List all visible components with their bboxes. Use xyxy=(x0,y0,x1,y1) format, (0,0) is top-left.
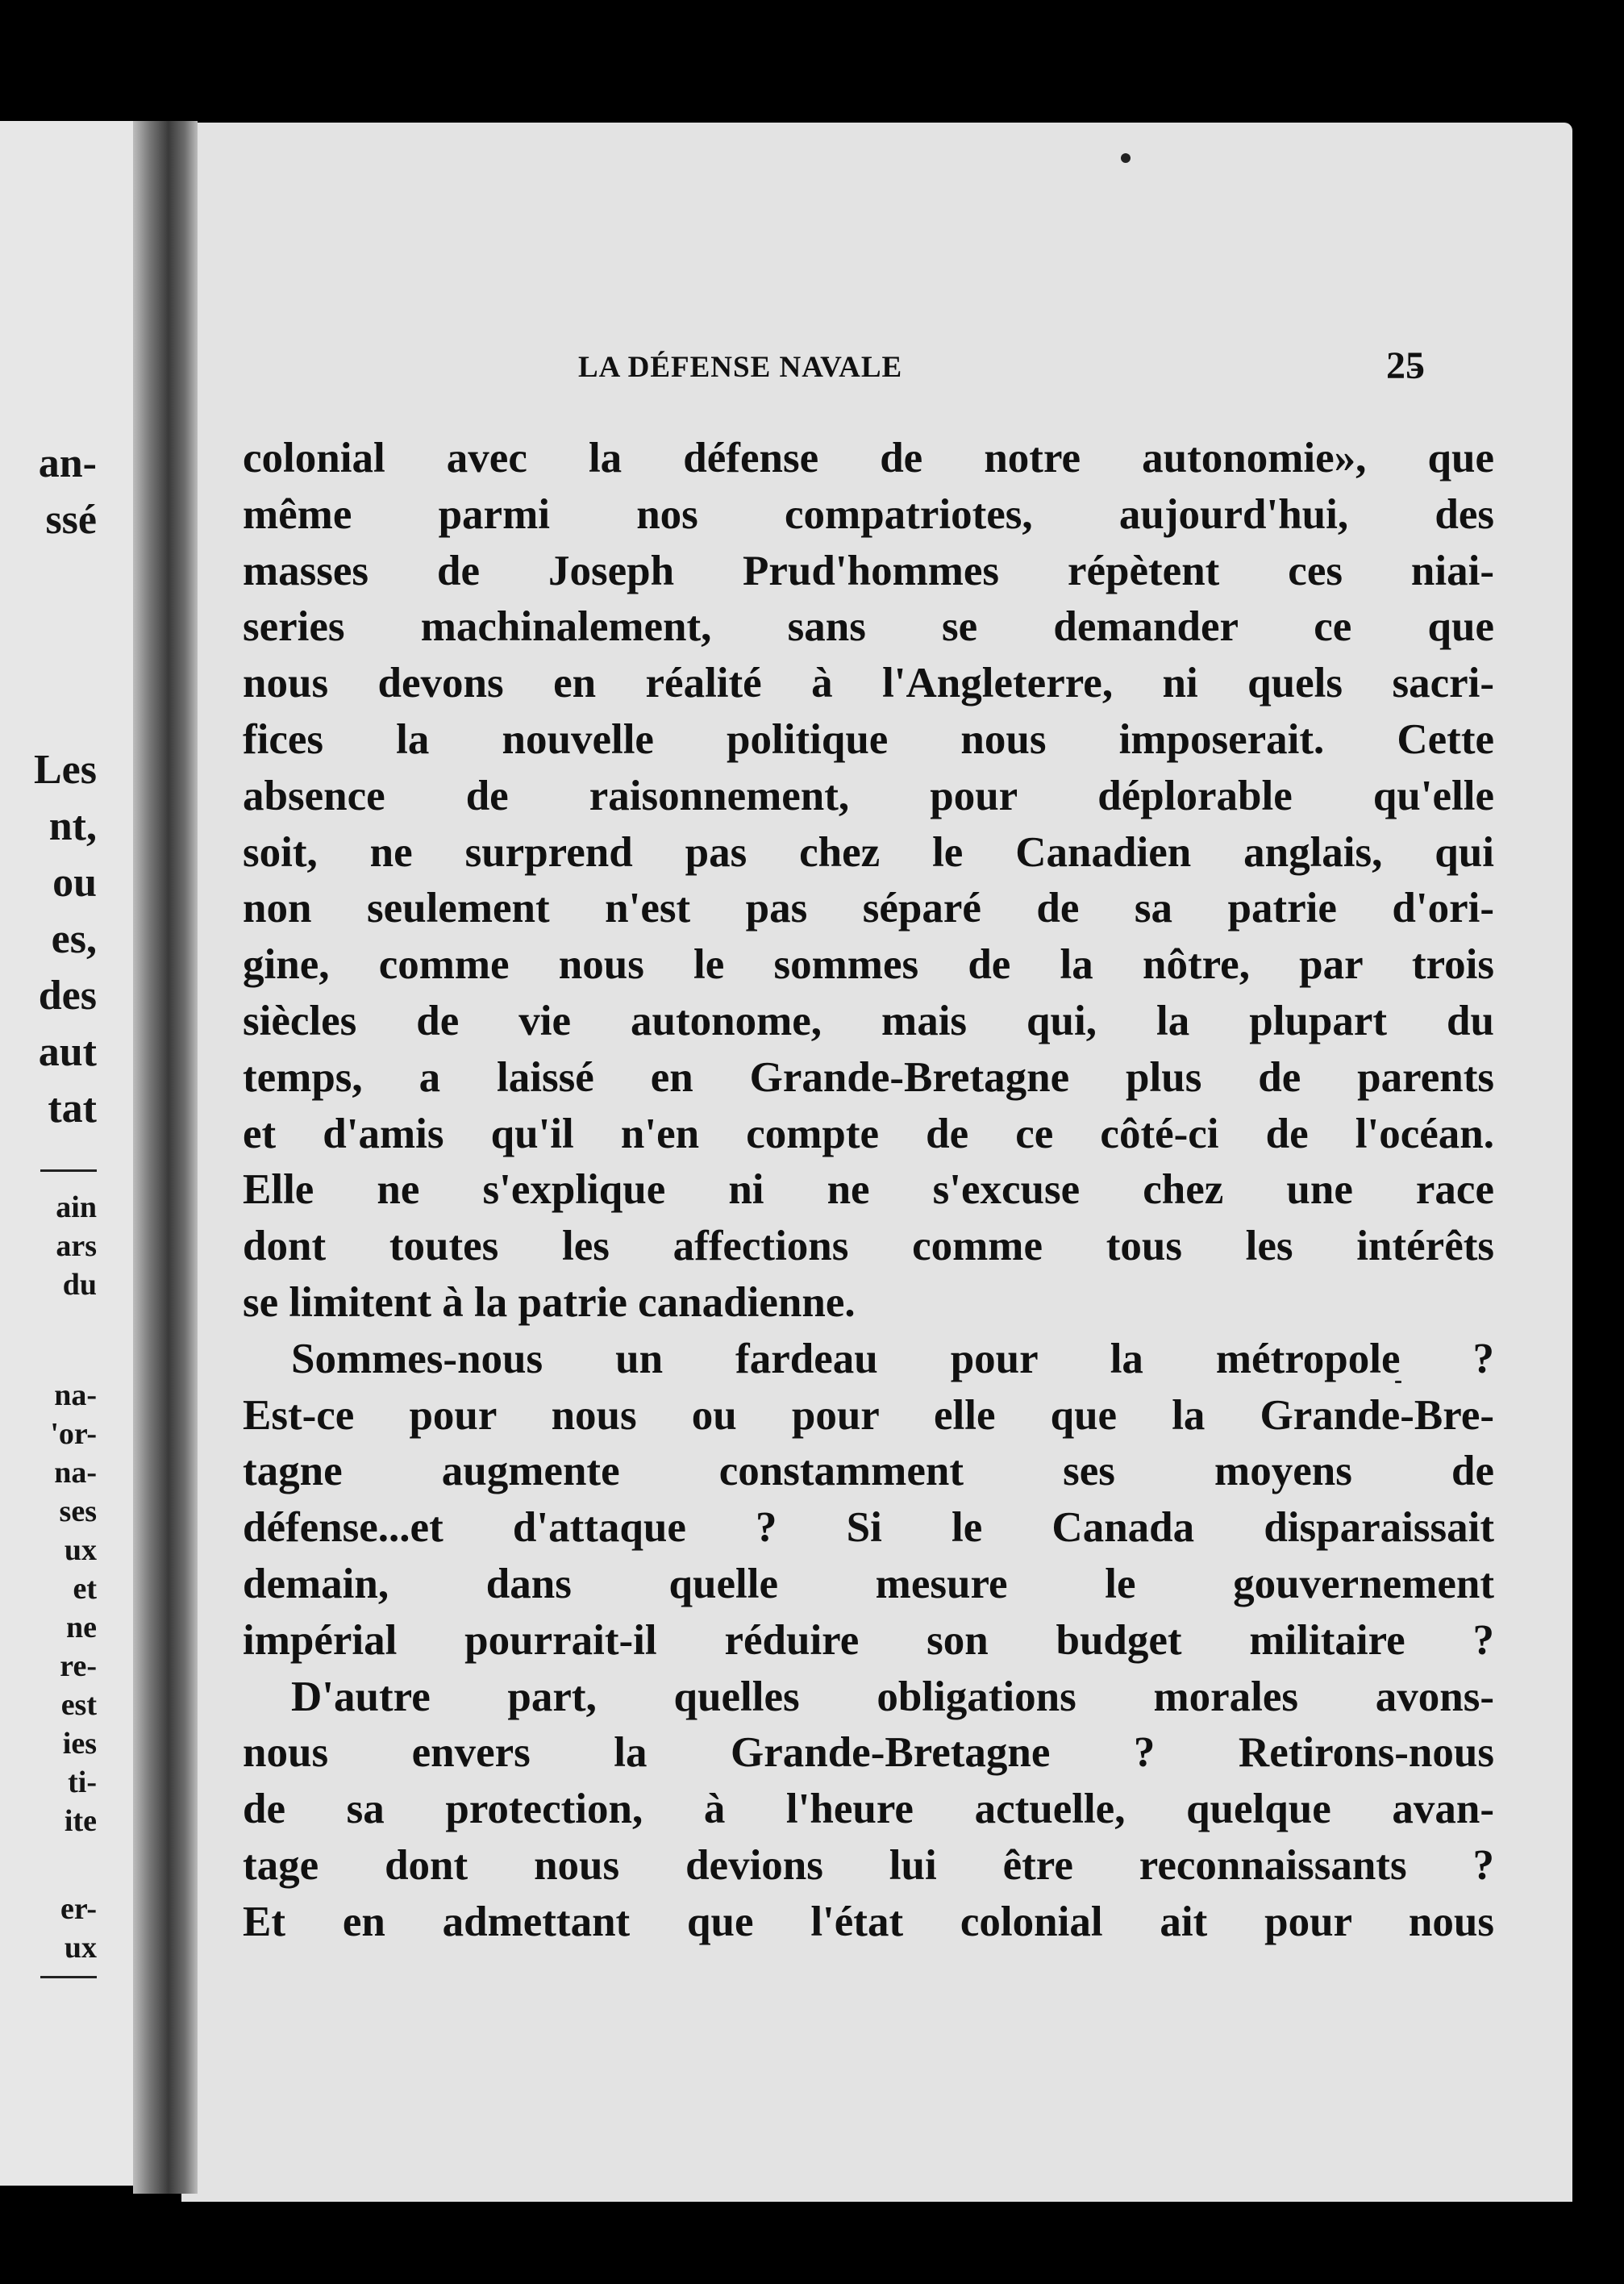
left-fragment: ite xyxy=(64,1804,97,1838)
text-line: tage dont nous devions lui être reconnaissants ? xyxy=(243,1841,1494,1889)
left-fragment: Les xyxy=(34,747,97,793)
left-fragment: aut xyxy=(38,1029,97,1075)
text-line: Elle ne s'explique ni ne s'excuse chez une race xyxy=(243,1166,1494,1214)
text-line: absence de raisonnement, pour déplorable qu'elle xyxy=(243,772,1494,819)
left-fragment: ux xyxy=(64,1533,97,1567)
text-line: nous devons en réalité à l'Angleterre, ni quels sacri- xyxy=(243,660,1494,707)
left-fragment: et xyxy=(73,1572,97,1606)
text-line: temps, a laissé en Grande-Bretagne plus de parents xyxy=(243,1053,1494,1101)
text-line: demain, dans quelle mesure le gouvernement xyxy=(243,1560,1494,1607)
left-fragment: er- xyxy=(60,1892,97,1926)
left-fragment: an- xyxy=(38,440,97,486)
left-divider xyxy=(40,1169,97,1172)
left-fragment: nt, xyxy=(48,803,97,849)
text-line: impérial pourrait-il réduire son budget militaire ? xyxy=(243,1616,1494,1664)
left-fragment: des xyxy=(38,973,97,1019)
text-line: et d'amis qu'il n'en compte de ce côté-ci de l'océan. xyxy=(243,1110,1494,1157)
left-fragment: ne xyxy=(66,1611,97,1644)
left-fragment: re- xyxy=(60,1649,97,1683)
left-fragment: na- xyxy=(54,1456,97,1490)
text-line: défense...et d'attaque ? Si le Canada disparaissait xyxy=(243,1504,1494,1552)
book-binding-gutter xyxy=(133,121,198,2194)
left-fragment: ars xyxy=(56,1229,97,1263)
running-head xyxy=(578,344,1425,398)
left-page-fragments xyxy=(0,121,97,2186)
text-line: D'autre part, quelles obligations morales avons- xyxy=(291,1673,1494,1720)
text-line: colonial avec la défense de notre autonomie», que xyxy=(243,435,1494,481)
text-line: series machinalement, sans se demander ce que xyxy=(243,603,1494,651)
text-line: Sommes-nous un fardeau pour la métropole ? xyxy=(291,1335,1494,1382)
left-divider xyxy=(40,1976,97,1978)
text-line: dont toutes les affections comme tous les intérêts xyxy=(243,1223,1494,1270)
text-line: soit, ne surprend pas chez le Canadien anglais, qui xyxy=(243,828,1494,876)
text-line: non seulement n'est pas séparé de sa patrie d'ori- xyxy=(243,885,1494,932)
text-line: de sa protection, à l'heure actuelle, quelque avan- xyxy=(243,1786,1494,1833)
left-fragment: ies xyxy=(62,1727,97,1761)
left-fragment: du xyxy=(62,1268,97,1302)
text-line: siècles de vie autonome, mais qui, la plupart du xyxy=(243,997,1494,1044)
text-line: se limitent à la patrie canadienne. xyxy=(243,1278,856,1326)
text-line: fices la nouvelle politique nous imposerait. Cette xyxy=(243,715,1494,763)
book-page xyxy=(181,123,1572,2202)
text-line: Est-ce pour nous ou pour elle que la Grande-Bre- xyxy=(243,1391,1494,1439)
left-fragment: tat xyxy=(48,1086,97,1132)
speck-mark xyxy=(1121,153,1131,163)
text-line: tagne augmente constamment ses moyens de xyxy=(243,1448,1494,1495)
left-fragment: ti- xyxy=(68,1765,97,1799)
text-line: Et en admettant que l'état colonial ait pour nous xyxy=(243,1898,1494,1945)
left-fragment: ain xyxy=(56,1190,97,1224)
text-line: gine, comme nous le sommes de la nôtre, par trois xyxy=(243,941,1494,989)
left-fragment: es, xyxy=(51,916,97,962)
left-fragment: ux xyxy=(64,1931,97,1965)
left-fragment: ou xyxy=(52,860,97,906)
text-line: même parmi nos compatriotes, aujourd'hui, des xyxy=(243,490,1494,538)
left-fragment: ssé xyxy=(45,497,97,543)
body-text xyxy=(243,431,1494,1951)
text-line: nous envers la Grande-Bretagne ? Retirons-nous xyxy=(243,1729,1494,1777)
page-number: 25 xyxy=(1386,344,1425,387)
left-fragment: 'or- xyxy=(50,1417,97,1451)
left-fragment: na- xyxy=(54,1378,97,1412)
left-fragment: ses xyxy=(59,1494,97,1528)
running-head-title: LA DÉFENSE NAVALE xyxy=(578,351,903,384)
left-fragment: est xyxy=(60,1688,97,1722)
text-line: masses de Joseph Prud'hommes répètent ces niai- xyxy=(243,547,1494,594)
